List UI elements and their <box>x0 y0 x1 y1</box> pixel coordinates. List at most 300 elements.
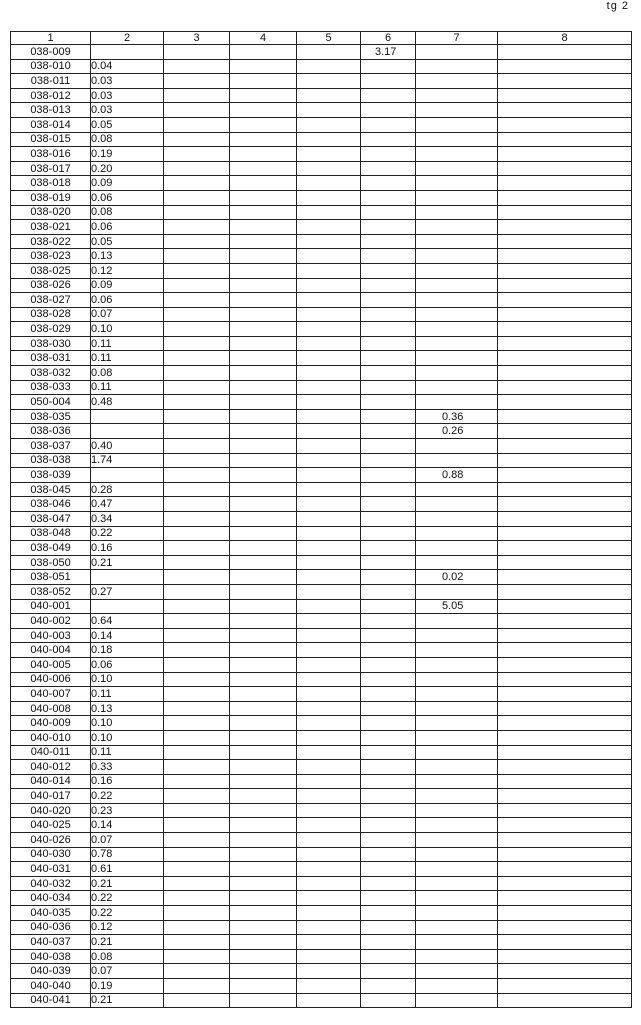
value-cell-col5 <box>297 526 361 541</box>
row-id-cell: 038-029 <box>11 322 91 337</box>
value-cell-col2: 0.10 <box>91 716 164 731</box>
value-cell-col4 <box>230 541 297 556</box>
table-row <box>11 701 632 716</box>
value-cell-col6 <box>361 979 416 994</box>
value-cell-col7 <box>416 132 498 147</box>
value-cell-col3 <box>164 774 230 789</box>
value-cell-col3 <box>164 687 230 702</box>
value-cell-col6 <box>361 468 416 483</box>
value-cell-col5 <box>297 278 361 293</box>
table-row <box>11 935 632 950</box>
value-cell-col7 <box>416 891 498 906</box>
value-cell-col5 <box>297 716 361 731</box>
value-cell-col5 <box>297 920 361 935</box>
table-row <box>11 278 632 293</box>
value-cell-col7 <box>416 906 498 921</box>
row-id-cell: 038-031 <box>11 351 91 366</box>
value-cell-col3 <box>164 468 230 483</box>
value-cell-col3 <box>164 59 230 74</box>
value-cell-col8 <box>498 920 632 935</box>
table-row <box>11 672 632 687</box>
value-cell-col2: 0.33 <box>91 760 164 775</box>
value-cell-col6 <box>361 161 416 176</box>
row-id-cell: 040-041 <box>11 993 91 1008</box>
value-cell-col3 <box>164 205 230 220</box>
value-cell-col7 <box>416 366 498 381</box>
row-id-cell: 038-027 <box>11 293 91 308</box>
value-cell-col7 <box>416 803 498 818</box>
value-cell-col5 <box>297 117 361 132</box>
row-id-cell: 040-040 <box>11 979 91 994</box>
value-cell-col7: 0.26 <box>416 424 498 439</box>
value-cell-col8 <box>498 541 632 556</box>
value-cell-col7 <box>416 336 498 351</box>
value-cell-col2 <box>91 599 164 614</box>
row-id-cell: 040-002 <box>11 614 91 629</box>
value-cell-col5 <box>297 745 361 760</box>
value-cell-col8 <box>498 657 632 672</box>
value-cell-col8 <box>498 88 632 103</box>
value-cell-col2: 0.14 <box>91 818 164 833</box>
value-cell-col5 <box>297 803 361 818</box>
column-header-3: 3 <box>164 32 230 45</box>
value-cell-col4 <box>230 322 297 337</box>
value-cell-col7 <box>416 263 498 278</box>
row-id-cell: 040-031 <box>11 862 91 877</box>
value-cell-col6 <box>361 439 416 454</box>
value-cell-col6 <box>361 614 416 629</box>
value-cell-col3 <box>164 263 230 278</box>
value-cell-col8 <box>498 234 632 249</box>
value-cell-col3 <box>164 88 230 103</box>
value-cell-col4 <box>230 803 297 818</box>
value-cell-col7 <box>416 701 498 716</box>
value-cell-col2 <box>91 424 164 439</box>
value-cell-col6 <box>361 584 416 599</box>
value-cell-col5 <box>297 760 361 775</box>
value-cell-col7 <box>416 161 498 176</box>
value-cell-col8 <box>498 993 632 1008</box>
value-cell-col6 <box>361 351 416 366</box>
value-cell-col2: 0.06 <box>91 220 164 235</box>
value-cell-col8 <box>498 512 632 527</box>
value-cell-col5 <box>297 103 361 118</box>
value-cell-col8 <box>498 949 632 964</box>
value-cell-col2: 0.14 <box>91 628 164 643</box>
value-cell-col7 <box>416 920 498 935</box>
value-cell-col4 <box>230 103 297 118</box>
value-cell-col4 <box>230 745 297 760</box>
value-cell-col8 <box>498 249 632 264</box>
row-id-cell: 038-050 <box>11 555 91 570</box>
value-cell-col4 <box>230 964 297 979</box>
value-cell-col5 <box>297 614 361 629</box>
table-row <box>11 249 632 264</box>
value-cell-col8 <box>498 468 632 483</box>
value-cell-col3 <box>164 147 230 162</box>
value-cell-col8 <box>498 964 632 979</box>
row-id-cell: 038-049 <box>11 541 91 556</box>
row-id-cell: 038-015 <box>11 132 91 147</box>
row-id-cell: 038-051 <box>11 570 91 585</box>
value-cell-col6 <box>361 59 416 74</box>
value-cell-col7 <box>416 293 498 308</box>
row-id-cell: 038-011 <box>11 74 91 89</box>
row-id-cell: 038-028 <box>11 307 91 322</box>
value-cell-col6 <box>361 920 416 935</box>
value-cell-col2 <box>91 570 164 585</box>
value-cell-col4 <box>230 234 297 249</box>
value-cell-col8 <box>498 584 632 599</box>
value-cell-col8 <box>498 263 632 278</box>
value-cell-col8 <box>498 293 632 308</box>
value-cell-col2: 0.05 <box>91 117 164 132</box>
value-cell-col6 <box>361 249 416 264</box>
value-cell-col4 <box>230 147 297 162</box>
value-cell-col5 <box>297 512 361 527</box>
value-cell-col5 <box>297 949 361 964</box>
value-cell-col8 <box>498 74 632 89</box>
value-cell-col5 <box>297 891 361 906</box>
value-cell-col8 <box>498 716 632 731</box>
value-cell-col2: 0.61 <box>91 862 164 877</box>
value-cell-col4 <box>230 935 297 950</box>
table-row <box>11 906 632 921</box>
value-cell-col7 <box>416 760 498 775</box>
value-cell-col6 <box>361 964 416 979</box>
value-cell-col3 <box>164 803 230 818</box>
value-cell-col5 <box>297 249 361 264</box>
value-cell-col7 <box>416 103 498 118</box>
value-cell-col4 <box>230 74 297 89</box>
value-cell-col5 <box>297 176 361 191</box>
table-row <box>11 964 632 979</box>
row-id-cell: 038-020 <box>11 205 91 220</box>
value-cell-col8 <box>498 614 632 629</box>
value-cell-col7 <box>416 979 498 994</box>
row-id-cell: 038-012 <box>11 88 91 103</box>
value-cell-col7 <box>416 716 498 731</box>
value-cell-col2: 0.06 <box>91 190 164 205</box>
value-cell-col6 <box>361 322 416 337</box>
value-cell-col2: 0.13 <box>91 701 164 716</box>
column-header-6: 6 <box>361 32 416 45</box>
value-cell-col4 <box>230 716 297 731</box>
row-id-cell: 038-052 <box>11 584 91 599</box>
value-cell-col8 <box>498 307 632 322</box>
value-cell-col6 <box>361 833 416 848</box>
value-cell-col2 <box>91 468 164 483</box>
value-cell-col4 <box>230 409 297 424</box>
value-cell-col2: 0.09 <box>91 176 164 191</box>
row-id-cell: 038-032 <box>11 366 91 381</box>
row-id-cell: 040-012 <box>11 760 91 775</box>
value-cell-col5 <box>297 657 361 672</box>
value-cell-col5 <box>297 847 361 862</box>
value-cell-col6 <box>361 263 416 278</box>
row-id-cell: 050-004 <box>11 395 91 410</box>
value-cell-col3 <box>164 234 230 249</box>
value-cell-col8 <box>498 482 632 497</box>
value-cell-col7 <box>416 964 498 979</box>
value-cell-col3 <box>164 833 230 848</box>
value-cell-col7 <box>416 190 498 205</box>
value-cell-col7 <box>416 541 498 556</box>
value-cell-col4 <box>230 453 297 468</box>
value-cell-col8 <box>498 190 632 205</box>
value-cell-col7 <box>416 657 498 672</box>
value-cell-col3 <box>164 555 230 570</box>
value-cell-col4 <box>230 59 297 74</box>
value-cell-col2: 0.08 <box>91 132 164 147</box>
value-cell-col2: 0.22 <box>91 906 164 921</box>
value-cell-col4 <box>230 278 297 293</box>
table-row <box>11 190 632 205</box>
value-cell-col3 <box>164 949 230 964</box>
table-row <box>11 862 632 877</box>
value-cell-col2: 0.11 <box>91 687 164 702</box>
table-row <box>11 891 632 906</box>
value-cell-col2: 0.12 <box>91 263 164 278</box>
table-row <box>11 74 632 89</box>
value-cell-col6 <box>361 409 416 424</box>
table-row <box>11 176 632 191</box>
table-row <box>11 147 632 162</box>
value-cell-col6 <box>361 847 416 862</box>
value-cell-col7 <box>416 614 498 629</box>
value-cell-col2: 0.21 <box>91 993 164 1008</box>
value-cell-col7 <box>416 205 498 220</box>
value-cell-col4 <box>230 249 297 264</box>
value-cell-col8 <box>498 643 632 658</box>
value-cell-col7 <box>416 949 498 964</box>
value-cell-col6 <box>361 643 416 658</box>
table-row <box>11 920 632 935</box>
value-cell-col3 <box>164 906 230 921</box>
value-cell-col5 <box>297 45 361 60</box>
value-cell-col2: 0.22 <box>91 526 164 541</box>
table-row <box>11 293 632 308</box>
row-id-cell: 038-025 <box>11 263 91 278</box>
value-cell-col3 <box>164 161 230 176</box>
value-cell-col6 <box>361 599 416 614</box>
value-cell-col3 <box>164 789 230 804</box>
table-header <box>11 32 632 45</box>
value-cell-col2: 0.48 <box>91 395 164 410</box>
value-cell-col6 <box>361 526 416 541</box>
value-cell-col4 <box>230 906 297 921</box>
value-cell-col8 <box>498 833 632 848</box>
value-cell-col8 <box>498 161 632 176</box>
value-cell-col7 <box>416 512 498 527</box>
value-cell-col5 <box>297 701 361 716</box>
row-id-cell: 038-036 <box>11 424 91 439</box>
value-cell-col5 <box>297 234 361 249</box>
value-cell-col4 <box>230 45 297 60</box>
value-cell-col7 <box>416 672 498 687</box>
value-cell-col2: 0.22 <box>91 891 164 906</box>
value-cell-col5 <box>297 993 361 1008</box>
value-cell-col7 <box>416 876 498 891</box>
value-cell-col7 <box>416 628 498 643</box>
value-cell-col4 <box>230 512 297 527</box>
data-table <box>10 31 632 1008</box>
table-row <box>11 599 632 614</box>
table-row <box>11 132 632 147</box>
value-cell-col8 <box>498 818 632 833</box>
value-cell-col6 <box>361 745 416 760</box>
value-cell-col2: 0.21 <box>91 555 164 570</box>
row-id-cell: 040-005 <box>11 657 91 672</box>
row-id-cell: 040-039 <box>11 964 91 979</box>
value-cell-col8 <box>498 497 632 512</box>
value-cell-col7 <box>416 584 498 599</box>
row-id-cell: 040-020 <box>11 803 91 818</box>
value-cell-col7 <box>416 395 498 410</box>
row-id-cell: 038-013 <box>11 103 91 118</box>
value-cell-col6 <box>361 949 416 964</box>
table-row <box>11 380 632 395</box>
value-cell-col6 <box>361 760 416 775</box>
row-id-cell: 038-009 <box>11 45 91 60</box>
value-cell-col2: 0.08 <box>91 366 164 381</box>
value-cell-col4 <box>230 979 297 994</box>
value-cell-col3 <box>164 818 230 833</box>
value-cell-col4 <box>230 628 297 643</box>
value-cell-col6 <box>361 220 416 235</box>
value-cell-col4 <box>230 672 297 687</box>
value-cell-col4 <box>230 687 297 702</box>
value-cell-col8 <box>498 906 632 921</box>
value-cell-col7 <box>416 176 498 191</box>
value-cell-col3 <box>164 847 230 862</box>
value-cell-col7 <box>416 818 498 833</box>
value-cell-col5 <box>297 74 361 89</box>
value-cell-col2: 0.07 <box>91 833 164 848</box>
value-cell-col6 <box>361 818 416 833</box>
value-cell-col8 <box>498 979 632 994</box>
value-cell-col2: 0.16 <box>91 541 164 556</box>
table-row <box>11 103 632 118</box>
value-cell-col2: 0.40 <box>91 439 164 454</box>
value-cell-col4 <box>230 701 297 716</box>
row-id-cell: 038-017 <box>11 161 91 176</box>
row-id-cell: 038-047 <box>11 512 91 527</box>
value-cell-col4 <box>230 439 297 454</box>
value-cell-col4 <box>230 336 297 351</box>
value-cell-col2: 0.06 <box>91 293 164 308</box>
value-cell-col4 <box>230 395 297 410</box>
value-cell-col8 <box>498 409 632 424</box>
value-cell-col3 <box>164 657 230 672</box>
column-header-5: 5 <box>297 32 361 45</box>
value-cell-col6 <box>361 278 416 293</box>
table-row <box>11 979 632 994</box>
value-cell-col4 <box>230 657 297 672</box>
value-cell-col5 <box>297 628 361 643</box>
value-cell-col3 <box>164 745 230 760</box>
value-cell-col8 <box>498 628 632 643</box>
value-cell-col6 <box>361 891 416 906</box>
value-cell-col8 <box>498 322 632 337</box>
value-cell-col2 <box>91 409 164 424</box>
value-cell-col3 <box>164 920 230 935</box>
value-cell-col6 <box>361 176 416 191</box>
value-cell-col5 <box>297 88 361 103</box>
value-cell-col2: 0.19 <box>91 979 164 994</box>
value-cell-col6 <box>361 88 416 103</box>
value-cell-col7 <box>416 322 498 337</box>
value-cell-col6 <box>361 570 416 585</box>
value-cell-col5 <box>297 876 361 891</box>
value-cell-col7 <box>416 935 498 950</box>
value-cell-col2: 0.07 <box>91 964 164 979</box>
table-row <box>11 161 632 176</box>
value-cell-col4 <box>230 424 297 439</box>
value-cell-col8 <box>498 336 632 351</box>
row-id-cell: 038-016 <box>11 147 91 162</box>
value-cell-col3 <box>164 74 230 89</box>
value-cell-col4 <box>230 380 297 395</box>
value-cell-col6 <box>361 672 416 687</box>
value-cell-col8 <box>498 351 632 366</box>
value-cell-col8 <box>498 935 632 950</box>
value-cell-col2: 1.74 <box>91 453 164 468</box>
value-cell-col2: 0.03 <box>91 88 164 103</box>
value-cell-col6 <box>361 716 416 731</box>
value-cell-col8 <box>498 760 632 775</box>
value-cell-col4 <box>230 570 297 585</box>
value-cell-col2: 0.09 <box>91 278 164 293</box>
value-cell-col7 <box>416 862 498 877</box>
value-cell-col5 <box>297 453 361 468</box>
row-id-cell: 038-026 <box>11 278 91 293</box>
value-cell-col3 <box>164 103 230 118</box>
value-cell-col5 <box>297 687 361 702</box>
value-cell-col3 <box>164 672 230 687</box>
value-cell-col4 <box>230 862 297 877</box>
value-cell-col7: 0.02 <box>416 570 498 585</box>
value-cell-col8 <box>498 176 632 191</box>
value-cell-col5 <box>297 395 361 410</box>
value-cell-col6 <box>361 862 416 877</box>
value-cell-col7 <box>416 774 498 789</box>
value-cell-col2: 0.06 <box>91 657 164 672</box>
value-cell-col4 <box>230 220 297 235</box>
table-row <box>11 322 632 337</box>
value-cell-col3 <box>164 190 230 205</box>
value-cell-col6 <box>361 395 416 410</box>
value-cell-col2: 0.21 <box>91 876 164 891</box>
value-cell-col2: 0.27 <box>91 584 164 599</box>
value-cell-col6 <box>361 993 416 1008</box>
value-cell-col6 <box>361 132 416 147</box>
value-cell-col4 <box>230 190 297 205</box>
value-cell-col2: 0.13 <box>91 249 164 264</box>
table-row <box>11 541 632 556</box>
value-cell-col6 <box>361 336 416 351</box>
value-cell-col5 <box>297 307 361 322</box>
value-cell-col3 <box>164 584 230 599</box>
value-cell-col7 <box>416 220 498 235</box>
value-cell-col3 <box>164 132 230 147</box>
value-cell-col7 <box>416 482 498 497</box>
value-cell-col3 <box>164 570 230 585</box>
value-cell-col3 <box>164 614 230 629</box>
row-id-cell: 038-021 <box>11 220 91 235</box>
table-row <box>11 628 632 643</box>
table-row <box>11 716 632 731</box>
